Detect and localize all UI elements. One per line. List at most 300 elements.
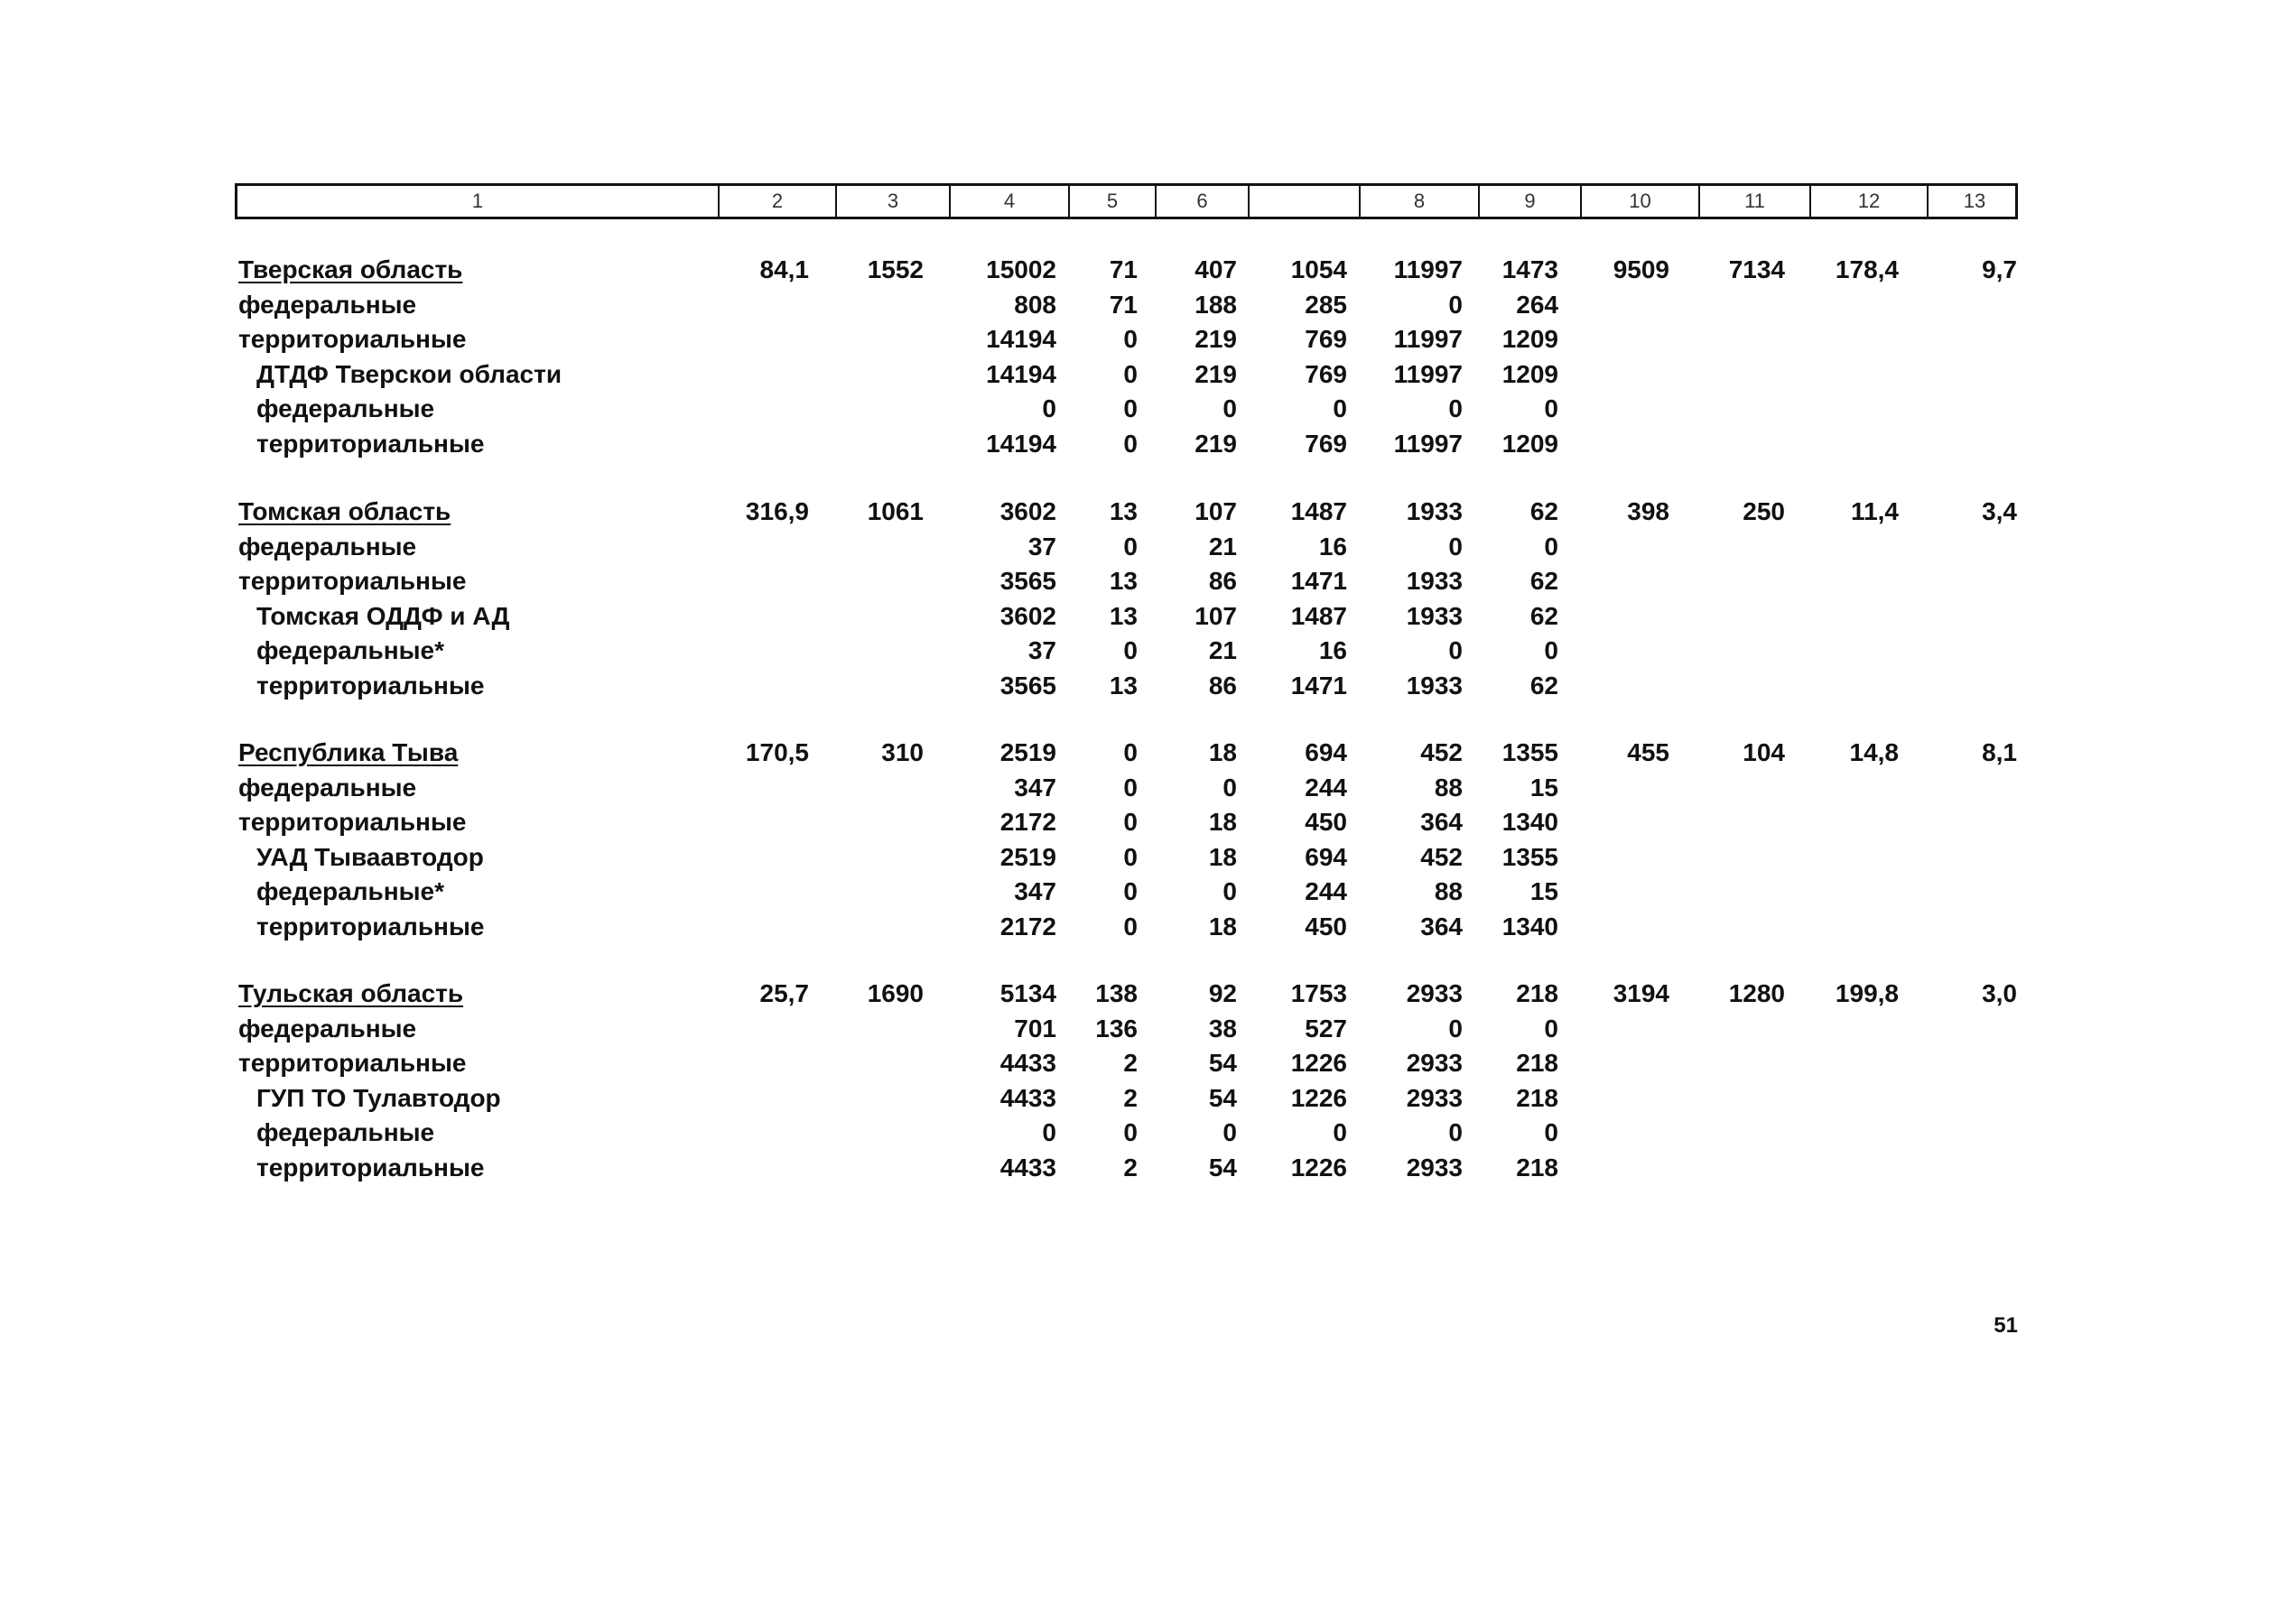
value-cell-col-12 [1790,1116,1899,1150]
value-cell-col-5: 0 [1123,636,1138,665]
value-cell-col-6: 38 [1208,1014,1237,1042]
value-cell-col-12 [1790,1081,1899,1116]
value-cell-col-5: 138 [1095,979,1138,1007]
row-label: федеральные [238,773,417,802]
table-row [0,599,2296,634]
row-label: Томская ОДДФ и АД [256,601,510,630]
header-column-number: 5 [1070,186,1157,217]
value-cell-col-6: 219 [1194,430,1237,458]
value-cell-col-12 [1790,875,1899,909]
value-cell-col-13 [1909,288,2017,322]
value-cell-col-11 [1677,771,1785,805]
value-cell-col-3 [815,1046,924,1080]
header-column-number: 13 [1963,190,1986,212]
table-row [0,875,2296,909]
header-column-number: 6 [1157,186,1250,217]
value-cell-col-12 [1790,530,1899,564]
value-cell-col-9: 218 [1516,979,1558,1007]
row-label: ГУП ТО Тулавтодор [256,1083,501,1112]
value-cell-col-12 [1790,1012,1899,1046]
value-cell-col-11 [1677,1046,1785,1080]
value-cell-col-4: 15002 [986,255,1056,283]
value-cell-col-3: 310 [881,738,924,766]
value-cell-col-6: 18 [1208,842,1237,871]
value-cell-col-5: 13 [1109,567,1138,596]
region-row [0,495,2296,529]
value-cell-col-10 [1561,805,1669,839]
value-cell-col-4: 14194 [986,430,1056,458]
value-cell-col-12 [1790,1151,1899,1185]
value-cell-col-6: 92 [1208,979,1237,1007]
value-cell-col-5: 0 [1123,877,1138,906]
value-cell-col-2 [701,288,809,322]
value-cell-col-6: 21 [1208,636,1237,665]
header-column-number: 4 [951,186,1070,217]
value-cell-col-9: 1473 [1501,255,1558,283]
value-cell-col-11 [1677,910,1785,944]
value-cell-col-3: 1552 [867,255,924,283]
value-cell-col-13 [1909,564,2017,598]
value-cell-col-10 [1561,357,1669,392]
value-cell-col-5: 0 [1123,773,1138,802]
value-cell-col-10 [1561,1116,1669,1150]
value-cell-col-7: 1487 [1290,497,1347,525]
value-cell-col-13: 9,7 [1982,255,2017,283]
row-label: территориальные [256,430,485,458]
value-cell-col-2 [701,910,809,944]
value-cell-col-12: 11,4 [1851,497,1899,525]
header-column-number: 12 [1811,186,1929,217]
value-cell-col-9: 15 [1529,877,1558,906]
value-cell-col-12 [1790,840,1899,875]
value-cell-col-10 [1561,1151,1669,1185]
value-cell-col-8: 0 [1448,1118,1463,1147]
value-cell-col-5: 2 [1123,1154,1138,1181]
value-cell-col-7: 1471 [1290,567,1347,596]
value-cell-col-9: 1340 [1501,913,1558,940]
region-row [0,253,2296,287]
value-cell-col-13 [1909,805,2017,839]
value-cell-col-3 [815,1012,924,1046]
row-label: федеральные [238,290,417,319]
value-cell-col-9: 0 [1544,636,1558,665]
value-cell-col-3 [815,564,924,598]
row-label: территориальные [256,672,485,700]
value-cell-col-11 [1677,1081,1785,1116]
row-label: федеральные [256,1118,435,1147]
value-cell-col-5: 0 [1123,532,1138,561]
value-cell-col-3 [815,634,924,668]
value-cell-col-13 [1909,1116,2017,1150]
region-row [0,736,2296,770]
value-cell-col-12 [1790,392,1899,426]
row-label: федеральные [238,532,417,561]
value-cell-col-13 [1909,1151,2017,1185]
table-row [0,322,2296,357]
value-cell-col-2 [701,1012,809,1046]
value-cell-col-5: 13 [1109,672,1138,700]
value-cell-col-7: 1054 [1290,255,1347,283]
value-cell-col-9: 1355 [1501,842,1558,871]
value-cell-col-6: 21 [1208,532,1237,561]
value-cell-col-5: 0 [1123,359,1138,388]
value-cell-col-9: 62 [1529,601,1558,630]
value-cell-col-2 [701,1081,809,1116]
value-cell-col-10 [1561,427,1669,461]
value-cell-col-9: 1340 [1501,808,1558,837]
value-cell-col-2 [701,771,809,805]
value-cell-col-9: 15 [1529,773,1558,802]
value-cell-col-5: 0 [1123,1118,1138,1147]
value-cell-col-12 [1790,564,1899,598]
value-cell-col-3 [815,392,924,426]
value-cell-col-7: 1753 [1290,979,1347,1007]
table-row [0,910,2296,944]
value-cell-col-8: 2933 [1406,1049,1463,1078]
value-cell-col-5: 0 [1123,430,1138,458]
value-cell-col-11 [1677,634,1785,668]
value-cell-col-2 [701,357,809,392]
value-cell-col-10: 455 [1627,738,1669,766]
value-cell-col-2: 170,5 [745,738,809,766]
value-cell-col-9: 0 [1544,532,1558,561]
table-row [0,1081,2296,1116]
value-cell-col-4: 701 [1014,1014,1056,1042]
value-cell-col-9: 1209 [1501,430,1558,458]
value-cell-col-4: 14194 [986,325,1056,354]
value-cell-col-9: 1209 [1501,325,1558,354]
value-cell-col-10: 3194 [1613,979,1669,1007]
value-cell-col-9: 0 [1544,394,1558,423]
value-cell-col-6: 219 [1194,325,1237,354]
value-cell-col-10 [1561,530,1669,564]
value-cell-col-3 [815,669,924,703]
value-cell-col-4: 347 [1014,773,1056,802]
value-cell-col-8: 88 [1434,773,1463,802]
value-cell-col-9: 62 [1529,672,1558,700]
value-cell-col-12 [1790,357,1899,392]
value-cell-col-2: 316,9 [745,497,809,525]
value-cell-col-10 [1561,669,1669,703]
value-cell-col-6: 219 [1194,359,1237,388]
value-cell-col-4: 3602 [999,601,1056,630]
value-cell-col-3: 1690 [867,979,924,1007]
value-cell-col-6: 86 [1208,672,1237,700]
table-row [0,1012,2296,1046]
value-cell-col-11: 1280 [1728,979,1785,1007]
value-cell-col-7: 244 [1305,773,1347,802]
value-cell-col-3 [815,530,924,564]
value-cell-col-6: 18 [1208,913,1237,940]
value-cell-col-13 [1909,427,2017,461]
table-row [0,288,2296,322]
value-cell-col-11 [1677,530,1785,564]
value-cell-col-8: 2933 [1406,1083,1463,1112]
value-cell-col-4: 37 [1027,636,1056,665]
value-cell-col-11: 7134 [1728,255,1785,283]
value-cell-col-10: 398 [1627,497,1669,525]
row-label: федеральные [256,394,435,423]
value-cell-col-9: 0 [1544,1118,1558,1147]
value-cell-col-10 [1561,564,1669,598]
value-cell-col-5: 71 [1109,255,1138,283]
value-cell-col-4: 0 [1042,1118,1056,1147]
value-cell-col-2 [701,427,809,461]
header-column-number: 8 [1361,186,1480,217]
value-cell-col-2 [701,805,809,839]
value-cell-col-13: 8,1 [1982,738,2017,766]
value-cell-col-7: 694 [1305,842,1347,871]
value-cell-col-8: 1933 [1406,672,1463,700]
value-cell-col-11 [1677,322,1785,357]
value-cell-col-11 [1677,599,1785,634]
value-cell-col-11 [1677,357,1785,392]
value-cell-col-13 [1909,910,2017,944]
header-column-number: 10 [1582,186,1700,217]
value-cell-col-6: 86 [1208,567,1237,596]
table-row [0,427,2296,461]
value-cell-col-4: 5134 [999,979,1056,1007]
value-cell-col-2 [701,564,809,598]
header-column-number [1250,186,1361,217]
value-cell-col-5: 2 [1123,1083,1138,1112]
value-cell-col-7: 1471 [1290,672,1347,700]
value-cell-col-11 [1677,669,1785,703]
value-cell-col-13 [1909,875,2017,909]
value-cell-col-4: 3565 [999,567,1056,596]
value-cell-col-6: 107 [1194,601,1237,630]
value-cell-col-7: 0 [1333,1118,1347,1147]
region-name: Томская область [238,497,451,525]
value-cell-col-5: 0 [1123,394,1138,423]
row-label: федеральные* [256,636,445,665]
value-cell-col-13 [1909,599,2017,634]
value-cell-col-11 [1677,840,1785,875]
value-cell-col-2: 84,1 [759,255,809,283]
value-cell-col-6: 0 [1222,877,1237,906]
value-cell-col-4: 2172 [999,808,1056,837]
value-cell-col-7: 16 [1318,532,1347,561]
value-cell-col-7: 450 [1305,808,1347,837]
value-cell-col-7: 769 [1305,359,1347,388]
value-cell-col-11 [1677,392,1785,426]
row-label: территориальные [238,567,467,596]
value-cell-col-12: 199,8 [1835,979,1899,1007]
value-cell-col-3 [815,771,924,805]
value-cell-col-7: 450 [1305,913,1347,940]
value-cell-col-8: 1933 [1406,601,1463,630]
value-cell-col-8: 0 [1448,290,1463,319]
value-cell-col-3 [815,805,924,839]
value-cell-col-10 [1561,634,1669,668]
value-cell-col-2 [701,322,809,357]
value-cell-col-12 [1790,427,1899,461]
table-row [0,805,2296,839]
table-row [0,669,2296,703]
value-cell-col-12 [1790,634,1899,668]
page-number: 51 [1994,1313,2018,1338]
value-cell-col-2 [701,634,809,668]
value-cell-col-5: 13 [1109,497,1138,525]
value-cell-col-7: 16 [1318,636,1347,665]
value-cell-col-7: 694 [1305,738,1347,766]
value-cell-col-8: 11997 [1393,430,1463,458]
value-cell-col-2 [701,1116,809,1150]
value-cell-col-6: 0 [1222,1118,1237,1147]
value-cell-col-6: 54 [1208,1049,1237,1078]
value-cell-col-5: 0 [1123,325,1138,354]
table-row [0,1151,2296,1185]
value-cell-col-12 [1790,599,1899,634]
value-cell-col-13: 3,4 [1982,497,2017,525]
value-cell-col-8: 0 [1448,1014,1463,1042]
value-cell-col-4: 14194 [986,359,1056,388]
value-cell-col-8: 2933 [1406,1154,1463,1181]
value-cell-col-9: 0 [1544,1014,1558,1042]
value-cell-col-10: 9509 [1613,255,1669,283]
value-cell-col-11 [1677,427,1785,461]
value-cell-col-13 [1909,634,2017,668]
value-cell-col-2 [701,530,809,564]
value-cell-col-13 [1909,530,2017,564]
value-cell-col-3 [815,322,924,357]
header-column-number: 9 [1480,186,1582,217]
row-label: территориальные [256,1154,485,1181]
row-label: территориальные [238,1049,467,1078]
value-cell-col-11 [1677,875,1785,909]
value-cell-col-7: 1226 [1290,1083,1347,1112]
value-cell-col-9: 264 [1516,290,1558,319]
region-name: Тверская область [238,255,463,283]
value-cell-col-7: 285 [1305,290,1347,319]
table-row [0,634,2296,668]
value-cell-col-4: 0 [1042,394,1056,423]
row-label: УАД Тываавтодор [256,842,484,871]
row-label: территориальные [238,325,467,354]
row-label: федеральные [238,1014,417,1042]
value-cell-col-3 [815,357,924,392]
row-label: территориальные [238,808,467,837]
value-cell-col-7: 0 [1333,394,1347,423]
value-cell-col-8: 11997 [1393,359,1463,388]
value-cell-col-9: 62 [1529,567,1558,596]
value-cell-col-13 [1909,840,2017,875]
value-cell-col-8: 364 [1420,913,1463,940]
value-cell-col-12 [1790,288,1899,322]
value-cell-col-5: 0 [1123,913,1138,940]
value-cell-col-11 [1677,564,1785,598]
value-cell-col-6: 18 [1208,808,1237,837]
value-cell-col-2 [701,840,809,875]
value-cell-col-11 [1677,1151,1785,1185]
region-name: Тульская область [238,979,464,1007]
value-cell-col-9: 218 [1516,1083,1558,1112]
value-cell-col-6: 54 [1208,1083,1237,1112]
value-cell-col-3 [815,910,924,944]
value-cell-col-8: 1933 [1406,567,1463,596]
value-cell-col-10 [1561,1046,1669,1080]
value-cell-col-8: 88 [1434,877,1463,906]
value-cell-col-10 [1561,322,1669,357]
value-cell-col-10 [1561,910,1669,944]
value-cell-col-2 [701,1151,809,1185]
value-cell-col-3 [815,1116,924,1150]
value-cell-col-11 [1677,1012,1785,1046]
value-cell-col-2 [701,669,809,703]
value-cell-col-4: 2519 [999,842,1056,871]
value-cell-col-3 [815,875,924,909]
value-cell-col-7: 244 [1305,877,1347,906]
value-cell-col-13 [1909,1012,2017,1046]
value-cell-col-12: 178,4 [1835,255,1899,283]
region-row [0,977,2296,1011]
value-cell-col-8: 364 [1420,808,1463,837]
value-cell-col-8: 11997 [1393,255,1463,283]
table-row [0,392,2296,426]
value-cell-col-4: 4433 [999,1083,1056,1112]
value-cell-col-8: 1933 [1406,497,1463,525]
header-column-number: 3 [837,186,951,217]
value-cell-col-7: 527 [1305,1014,1347,1042]
value-cell-col-8: 0 [1448,532,1463,561]
value-cell-col-2 [701,875,809,909]
header-column-number: 11 [1700,186,1811,217]
value-cell-col-8: 2933 [1406,979,1463,1007]
value-cell-col-4: 37 [1027,532,1056,561]
value-cell-col-10 [1561,840,1669,875]
value-cell-col-10 [1561,875,1669,909]
value-cell-col-6: 107 [1194,497,1237,525]
value-cell-col-13 [1909,1046,2017,1080]
row-label: ДТДФ Тверскои области [256,359,562,388]
table-row [0,357,2296,392]
value-cell-col-10 [1561,392,1669,426]
value-cell-col-3: 1061 [867,497,924,525]
value-cell-col-11 [1677,805,1785,839]
value-cell-col-13 [1909,392,2017,426]
table-row [0,840,2296,875]
value-cell-col-12 [1790,669,1899,703]
value-cell-col-4: 3565 [999,672,1056,700]
value-cell-col-4: 2519 [999,738,1056,766]
value-cell-col-5: 2 [1123,1049,1138,1078]
table-row [0,1046,2296,1080]
value-cell-col-3 [815,427,924,461]
header-column-number: 2 [720,186,837,217]
value-cell-col-11 [1677,288,1785,322]
value-cell-col-8: 452 [1420,738,1463,766]
value-cell-col-12 [1790,805,1899,839]
value-cell-col-7: 1226 [1290,1049,1347,1078]
value-cell-col-8: 0 [1448,394,1463,423]
value-cell-col-8: 11997 [1393,325,1463,354]
value-cell-col-7: 769 [1305,430,1347,458]
row-label: федеральные* [256,877,445,906]
value-cell-col-13 [1909,322,2017,357]
value-cell-col-6: 407 [1194,255,1237,283]
row-label: территориальные [256,913,485,940]
column-number-header [235,183,2018,219]
value-cell-col-6: 188 [1194,290,1237,319]
value-cell-col-11: 104 [1743,738,1785,766]
value-cell-col-13 [1909,669,2017,703]
value-cell-col-4: 4433 [999,1154,1056,1181]
value-cell-col-10 [1561,288,1669,322]
value-cell-col-3 [815,1081,924,1116]
value-cell-col-13 [1909,771,2017,805]
value-cell-col-8: 0 [1448,636,1463,665]
region-name: Республика Тыва [238,738,459,766]
